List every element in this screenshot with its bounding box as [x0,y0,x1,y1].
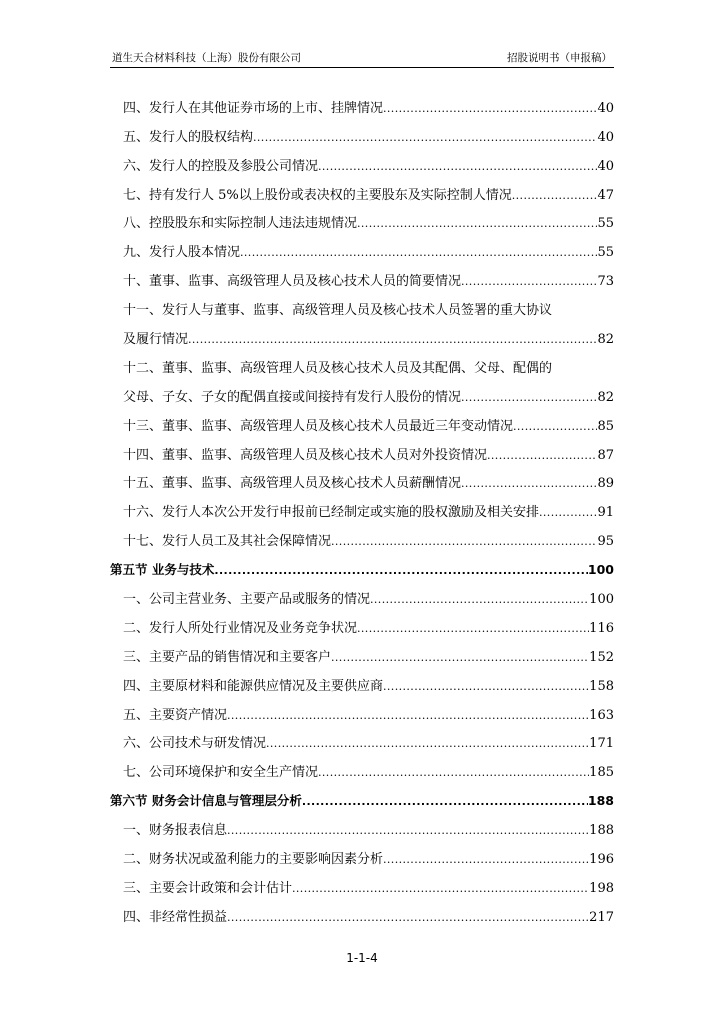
toc-item[interactable] [110,679,614,695]
toc-page-number: 185 [589,765,614,781]
toc-page-number: 100 [589,592,614,608]
toc-item[interactable] [110,910,614,926]
toc-item[interactable] [110,448,614,464]
toc-page-number: 91 [597,505,614,521]
toc-entry[interactable] [110,899,614,928]
toc-dot-leader [302,793,588,810]
toc-entry[interactable] [110,234,614,263]
toc-dot-leader [461,274,597,290]
toc-page-number: 47 [597,187,614,203]
toc-dot-leader [318,159,597,175]
toc-page-number: 40 [597,129,614,145]
toc-item[interactable] [110,101,614,117]
toc-item[interactable] [110,274,614,290]
toc-entry-title: 九、发行人股本情况 [123,245,241,261]
toc-entry[interactable] [110,119,614,148]
toc-item[interactable] [110,476,614,492]
toc-item[interactable] [110,708,614,724]
toc-entry-title: 四、非经常性损益 [123,909,228,925]
toc-entry[interactable] [110,812,614,841]
toc-entry-title: 五、发行人的股权结构 [123,129,254,145]
toc-entry[interactable] [110,90,614,119]
toc-dot-leader [512,188,598,204]
toc-dot-leader [331,650,589,666]
toc-section-heading[interactable] [110,793,614,810]
toc-page-number: 82 [597,332,614,348]
toc-dot-leader [487,448,597,464]
toc-item[interactable] [110,881,614,897]
toc-entry[interactable] [110,177,614,206]
toc-page-number: 40 [597,158,614,174]
toc-entry-title: 一、财务报表信息 [123,823,228,839]
toc-dot-leader [227,910,589,926]
toc-entry-title: 十六、发行人本次公开发行申报前已经制定或实施的股权激励及相关安排 [123,505,540,521]
toc-entry-title: 三、主要产品的销售情况和主要客户 [123,649,332,665]
toc-page-number: 188 [589,823,614,839]
toc-entry[interactable] [110,697,614,726]
toc-item[interactable] [110,159,614,175]
toc-dot-leader [227,708,589,724]
toc-dot-leader [253,130,597,146]
toc-page-number: 217 [589,909,614,925]
toc-page-number: 85 [597,418,614,434]
table-of-contents [110,90,614,928]
toc-page-number: 89 [597,476,614,492]
toc-entry[interactable] [110,581,614,610]
toc-page-number: 198 [589,880,614,896]
toc-entry-title: 四、主要原材料和能源供应情况及主要供应商 [123,678,384,694]
toc-entry-title: 十、董事、监事、高级管理人员及核心技术人员的简要情况 [123,274,462,290]
toc-item[interactable] [110,130,614,146]
toc-item[interactable] [110,188,614,204]
toc-page-number: 188 [587,793,614,809]
toc-dot-leader [539,505,597,521]
toc-item[interactable] [110,505,614,521]
toc-entry-title: 十七、发行人员工及其社会保障情况 [123,534,332,550]
toc-dot-leader [227,823,589,839]
toc-item[interactable] [110,765,614,781]
toc-entry-title: 七、持有发行人 5%以上股份或表决权的主要股东及实际控制人情况 [123,187,512,203]
toc-entry[interactable] [110,466,614,495]
toc-entry-title: 父母、子女、子女的配偶直接或间接持有发行人股份的情况 [123,389,462,405]
toc-item[interactable] [110,650,614,666]
toc-item[interactable] [110,736,614,752]
toc-item[interactable] [110,303,614,319]
toc-dot-leader [188,332,597,348]
toc-entry-title: 第五节 业务与技术 [110,562,215,578]
toc-item[interactable] [110,245,614,261]
toc-entry-title: 二、财务状况或盈利能力的主要影响因素分析 [123,852,384,868]
toc-dot-leader [461,390,597,406]
toc-entry-title: 五、主要资产情况 [123,707,228,723]
toc-entry[interactable] [110,841,614,870]
toc-entry[interactable] [110,408,614,437]
page-header [112,50,612,66]
toc-entry[interactable] [110,379,614,408]
toc-entry[interactable] [110,206,614,235]
toc-entry-title: 三、主要会计政策和会计估计 [123,880,293,896]
toc-entry-title: 六、公司技术与研发情况 [123,736,267,752]
toc-entry-title: 十四、董事、监事、高级管理人员及核心技术人员对外投资情况 [123,447,488,463]
toc-entry-title: 一、公司主营业务、主要产品或服务的情况 [123,592,371,608]
toc-entry[interactable] [110,668,614,697]
toc-page-number: 55 [597,216,614,232]
toc-page-number: 82 [597,389,614,405]
toc-page-number: 73 [597,274,614,290]
toc-entry[interactable] [110,350,614,379]
toc-page-number: 196 [589,852,614,868]
toc-dot-leader [370,592,589,608]
toc-item[interactable] [110,621,614,637]
toc-dot-leader [383,852,589,868]
toc-dot-leader [292,881,589,897]
toc-page-number: 158 [589,678,614,694]
toc-entry-title: 七、公司环境保护和安全生产情况 [123,765,319,781]
toc-dot-leader [383,101,597,117]
toc-entry-title: 第六节 财务会计信息与管理层分析 [110,793,302,809]
toc-entry-title: 十一、发行人与董事、监事、高级管理人员及核心技术人员签署的重大协议 [123,303,553,319]
toc-page-number: 116 [589,620,614,636]
toc-item[interactable] [110,332,614,348]
toc-entry[interactable] [110,726,614,755]
toc-entry[interactable] [110,754,614,783]
toc-entry-title: 及履行情况 [123,332,189,348]
toc-dot-leader [357,216,597,232]
toc-entry-title: 十二、董事、监事、高级管理人员及核心技术人员及其配偶、父母、配偶的 [123,360,553,376]
header-divider [110,67,614,68]
toc-entry-title: 六、发行人的控股及参股公司情况 [123,158,319,174]
toc-dot-leader [461,476,597,492]
toc-item[interactable] [110,592,614,608]
toc-entry-title: 十五、董事、监事、高级管理人员及核心技术人员薪酬情况 [123,476,462,492]
toc-page-number: 100 [587,562,614,578]
toc-entry[interactable] [110,292,614,321]
toc-dot-leader [331,534,597,550]
toc-dot-leader [318,765,589,781]
toc-item[interactable] [110,216,614,232]
toc-page-number: 55 [597,245,614,261]
toc-entry[interactable] [110,523,614,552]
toc-entry-title: 八、控股股东和实际控制人违法违规情况 [123,216,358,232]
toc-entry-title: 二、发行人所处行业情况及业务竞争状况 [123,620,358,636]
toc-item[interactable] [110,361,614,377]
toc-page-number: 171 [589,736,614,752]
toc-entry-title: 四、发行人在其他证券市场的上市、挂牌情况 [123,100,384,116]
toc-item[interactable] [110,419,614,435]
toc-dot-leader [214,562,588,579]
toc-page-number: 95 [597,534,614,550]
toc-item[interactable] [110,852,614,868]
toc-dot-leader [513,419,597,435]
toc-entry[interactable] [110,437,614,466]
toc-entry[interactable] [110,610,614,639]
toc-entry[interactable] [110,494,614,523]
toc-entry[interactable] [110,639,614,668]
toc-entry[interactable] [110,148,614,177]
toc-item[interactable] [110,390,614,406]
toc-item[interactable] [110,823,614,839]
toc-entry[interactable] [110,552,614,581]
toc-page-number: 87 [597,447,614,463]
toc-page-number: 152 [589,649,614,665]
toc-dot-leader [383,679,589,695]
header-company-name: 道生天合材料科技（上海）股份有限公司 [112,52,301,64]
toc-entry[interactable] [110,263,614,292]
toc-dot-leader [357,621,589,637]
header-document-type: 招股说明书（申报稿） [507,52,612,64]
toc-dot-leader [266,736,589,752]
toc-page-number: 163 [589,707,614,723]
toc-entry-title: 十三、董事、监事、高级管理人员及核心技术人员最近三年变动情况 [123,418,514,434]
page-footer [0,951,724,965]
toc-dot-leader [240,245,597,261]
toc-entry[interactable] [110,783,614,812]
toc-entry[interactable] [110,321,614,350]
toc-entry[interactable] [110,870,614,899]
toc-page-number: 40 [597,100,614,116]
toc-item[interactable] [110,534,614,550]
toc-section-heading[interactable] [110,562,614,579]
page-number: 1-1-4 [346,951,378,965]
